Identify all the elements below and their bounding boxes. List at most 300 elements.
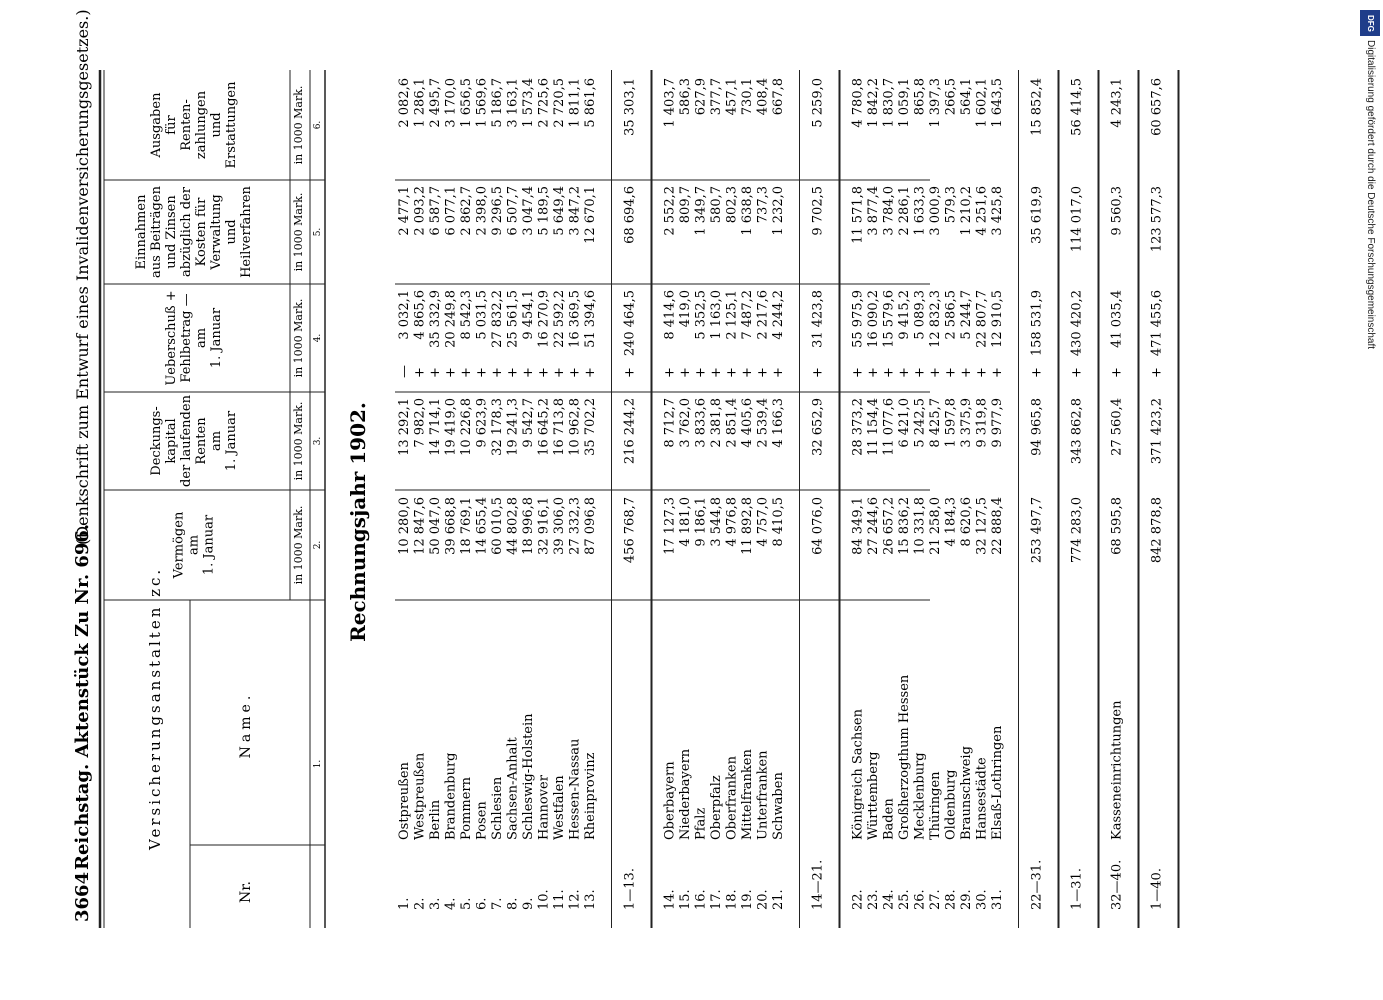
row-sign: + [567, 367, 583, 378]
row-vermoegen: 68 595,8 [1109, 497, 1125, 555]
column-header-line: Vermögen [171, 511, 187, 579]
unit-col4: in 1000 Mark. [292, 298, 305, 378]
table-row [990, 78, 1005, 910]
row-vermoegen: 774 283,0 [1069, 497, 1085, 564]
row-vermoegen: 4 181,0 [678, 497, 693, 547]
unit-col2: in 1000 Mark. [292, 505, 305, 585]
row-einnahmen: 579,3 [943, 186, 959, 224]
column-header-line: Erstattungen [224, 81, 239, 169]
row-einnahmen: 2 093,2 [412, 186, 428, 236]
row-ueberschuss: 1 163,0 [709, 290, 724, 340]
unit-col3: in 1000 Mark. [292, 401, 305, 481]
row-ausgaben: 2 495,7 [428, 78, 443, 128]
table-body [397, 70, 1179, 928]
table-row [851, 78, 866, 910]
row-einnahmen: 5 189,5 [536, 186, 552, 236]
row-name: Braunschweig [959, 746, 974, 840]
row-sign: + [536, 367, 552, 378]
row-einnahmen: 1 210,2 [959, 186, 974, 236]
row-einnahmen: 123 577,3 [1149, 186, 1165, 253]
column-numbers [313, 121, 323, 769]
row-sign: + [1149, 367, 1165, 378]
row-vermoegen: 10 331,8 [912, 497, 928, 555]
table-row [944, 78, 959, 910]
row-ausgaben: 1 569,6 [474, 78, 490, 128]
row-ueberschuss: 8 542,3 [459, 290, 474, 340]
row-ausgaben: 564,1 [959, 78, 974, 116]
column-number: 5. [313, 227, 323, 237]
row-deckung: 5 242,5 [912, 398, 928, 448]
table-row [866, 78, 881, 910]
total-row [1070, 78, 1085, 910]
row-nr: 15. [678, 889, 693, 910]
row-deckung: 28 373,2 [850, 398, 866, 456]
row-sign: + [693, 367, 709, 378]
total-row [811, 78, 826, 910]
row-ausgaben: 457,1 [724, 78, 740, 116]
row-deckung: 371 423,2 [1149, 398, 1165, 465]
row-einnahmen: 12 670,1 [583, 186, 598, 244]
row-sign: + [866, 367, 881, 378]
row-ausgaben: 1 397,3 [928, 78, 943, 128]
column-header-line: Verwaltung [209, 194, 224, 270]
table-row [413, 78, 428, 910]
row-nr: 5. [459, 897, 474, 910]
row-name: Baden [881, 798, 897, 840]
row-vermoegen: 87 096,8 [583, 497, 598, 555]
row-ueberschuss: 9 415,2 [897, 290, 912, 340]
row-ueberschuss: 158 531,9 [1029, 290, 1045, 357]
row-sign: + [583, 367, 598, 378]
row-deckung: 16 645,2 [536, 398, 552, 456]
row-vermoegen: 64 076,0 [810, 497, 826, 555]
row-ausgaben: 667,8 [771, 78, 786, 116]
row-deckung: 19 241,3 [505, 398, 521, 456]
row-nr: 13. [583, 889, 598, 910]
row-einnahmen: 9 702,5 [810, 186, 826, 236]
row-vermoegen: 842 878,8 [1149, 497, 1165, 564]
row-name: Thüringen [928, 771, 943, 840]
row-ausgaben: 4 780,8 [850, 78, 866, 128]
page-number: 3664 [72, 871, 93, 922]
table-row [725, 78, 740, 910]
row-deckung: 2 539,4 [755, 398, 771, 448]
row-deckung: 216 244,2 [622, 398, 638, 465]
row-name: Oldenburg [943, 769, 959, 840]
row-deckung: 13 292,1 [397, 398, 412, 456]
row-einnahmen: 6 587,7 [428, 186, 443, 236]
row-sign: + [1029, 367, 1045, 378]
table-row [897, 78, 912, 910]
row-vermoegen: 60 010,5 [490, 497, 505, 555]
row-ueberschuss: 16 090,2 [866, 290, 881, 348]
table-row [709, 78, 724, 910]
table-row [882, 78, 897, 910]
row-ausgaben: 2 725,6 [536, 78, 552, 128]
row-sign: + [490, 367, 505, 378]
row-deckung: 3 375,9 [959, 398, 974, 448]
row-einnahmen: 6 507,7 [505, 186, 521, 236]
row-nr: 27. [928, 889, 943, 910]
row-nr: 14—21. [810, 859, 826, 910]
row-einnahmen: 9 296,5 [490, 186, 505, 236]
row-vermoegen: 18 996,8 [521, 497, 536, 555]
row-ausgaben: 266,5 [943, 78, 959, 116]
row-vermoegen: 22 888,4 [990, 497, 1005, 555]
row-ueberschuss: 22 592,2 [552, 290, 567, 348]
row-ausgaben: 1 656,5 [459, 78, 474, 128]
row-deckung: 94 965,8 [1029, 398, 1045, 456]
row-einnahmen: 737,3 [755, 186, 771, 224]
row-ausgaben: 56 414,5 [1069, 78, 1085, 136]
row-vermoegen: 9 186,1 [693, 497, 709, 547]
column-header-line: Ausgaben [149, 92, 164, 158]
table-row [521, 78, 536, 910]
row-ueberschuss: 5 244,7 [959, 290, 974, 340]
row-sign: + [1069, 367, 1085, 378]
row-einnahmen: 3 425,8 [990, 186, 1005, 236]
row-ausgaben: 1 286,1 [412, 78, 428, 128]
row-ausgaben: 35 303,1 [622, 78, 638, 136]
page-title: Reichstag. Aktenstück Zu Nr. 696. [72, 523, 93, 870]
column-header-line: und [209, 112, 224, 138]
row-name: Kasseneinrichtungen [1109, 700, 1125, 840]
row-sign: + [412, 367, 428, 378]
row-ausgaben: 377,7 [709, 78, 724, 116]
table-row [490, 78, 505, 910]
page-subtitle: (Denkschrift zum Entwurf eines Invalidenversicherungsgesetzes.) [73, 9, 92, 545]
table-row [913, 78, 928, 910]
column-headers [134, 81, 254, 579]
row-ausgaben: 1 602,1 [974, 78, 990, 128]
row-vermoegen: 253 497,7 [1029, 497, 1045, 564]
row-nr: 12. [567, 889, 583, 910]
row-nr: 4. [443, 897, 459, 910]
row-einnahmen: 3 784,0 [881, 186, 897, 236]
row-ueberschuss: 2 125,1 [724, 290, 740, 340]
row-name: Westfalen [552, 775, 567, 840]
column-header-line: Ueberschuß + [164, 290, 179, 386]
row-deckung: 11 077,6 [881, 398, 897, 456]
row-nr: 23. [866, 889, 881, 910]
row-ausgaben: 730,1 [740, 78, 755, 116]
row-ueberschuss: 5 089,3 [912, 290, 928, 340]
total-row [623, 78, 638, 910]
column-number: 2. [313, 540, 323, 550]
row-deckung: 3 833,6 [693, 398, 709, 448]
table-row [694, 78, 709, 910]
row-nr: 20. [755, 889, 771, 910]
row-nr: 28. [943, 889, 959, 910]
row-vermoegen: 39 306,0 [552, 497, 567, 555]
row-vermoegen: 17 127,3 [662, 497, 678, 555]
row-name: Württemberg [866, 751, 881, 840]
row-nr: 30. [974, 889, 990, 910]
row-sign: + [474, 367, 490, 378]
row-ausgaben: 2 720,5 [552, 78, 567, 128]
row-ausgaben: 1 573,4 [521, 78, 536, 128]
row-einnahmen: 35 619,9 [1029, 186, 1045, 244]
row-name: Schleswig-Holstein [521, 713, 536, 840]
row-ausgaben: 1 403,7 [662, 78, 678, 128]
row-einnahmen: 68 694,6 [622, 186, 638, 244]
table-row [959, 78, 974, 910]
row-ausgaben: 5 259,0 [810, 78, 826, 128]
row-name: Westpreußen [412, 752, 428, 840]
dfg-logo: DFG [1360, 10, 1380, 36]
row-name: Hessen-Nassau [567, 738, 583, 840]
row-ueberschuss: 2 586,5 [943, 290, 959, 340]
row-ueberschuss: 8 414,6 [662, 290, 678, 340]
row-vermoegen: 26 657,2 [881, 497, 897, 555]
row-sign: + [771, 367, 786, 378]
row-einnahmen: 1 232,0 [771, 186, 786, 236]
column-header-line: 1. Januar [201, 514, 217, 576]
row-vermoegen: 10 280,0 [397, 497, 412, 555]
column-header-line: abzüglich der [179, 187, 194, 277]
row-ueberschuss: 419,0 [678, 290, 693, 328]
table-row [928, 78, 943, 910]
row-name: Oberbayern [662, 761, 678, 840]
row-vermoegen: 8 620,6 [959, 497, 974, 547]
row-deckung: 3 762,0 [678, 398, 693, 448]
row-ueberschuss: 471 455,6 [1149, 290, 1165, 357]
column-header-line: der laufenden [179, 395, 194, 487]
row-nr: 10. [536, 889, 552, 910]
column-number: 1. [313, 759, 323, 769]
row-name: Schlesien [490, 776, 505, 840]
row-ausgaben: 586,3 [678, 78, 693, 116]
table-row [678, 78, 693, 910]
row-ueberschuss: 4 244,2 [771, 290, 786, 340]
column-header-line: Einnahmen [134, 194, 149, 270]
row-ueberschuss: 15 579,6 [881, 290, 897, 348]
table-row [444, 78, 459, 910]
row-vermoegen: 3 544,8 [709, 497, 724, 547]
row-deckung: 27 560,4 [1109, 398, 1125, 456]
column-header-line: Renten [194, 417, 209, 465]
row-ausgaben: 627,9 [693, 78, 709, 116]
row-sign: — [397, 365, 412, 378]
row-name: Mecklenburg [912, 752, 928, 840]
row-nr: 32—40. [1109, 859, 1125, 910]
row-einnahmen: 580,7 [709, 186, 724, 224]
row-nr: 31. [990, 889, 1005, 910]
row-ueberschuss: 7 487,2 [740, 290, 755, 340]
table-row [975, 78, 990, 910]
row-ueberschuss: 12 832,3 [928, 290, 943, 348]
row-sign: + [912, 367, 928, 378]
row-einnahmen: 3 877,4 [866, 186, 881, 236]
row-nr: 3. [428, 897, 443, 910]
row-deckung: 35 702,2 [583, 398, 598, 456]
column-header-line: für [164, 115, 179, 135]
row-sign: + [428, 367, 443, 378]
column-header-line: und Zinsen [164, 195, 179, 269]
row-deckung: 8 712,7 [662, 398, 678, 448]
total-row [1150, 78, 1165, 910]
row-einnahmen: 2 286,1 [897, 186, 912, 236]
row-sign: + [810, 367, 826, 378]
row-einnahmen: 3 000,9 [928, 186, 943, 236]
column-header-line: am [194, 327, 209, 349]
row-ueberschuss: 20 249,8 [443, 290, 459, 348]
row-name: Rheinprovinz [583, 752, 598, 840]
row-name: Pommern [459, 777, 474, 840]
row-ueberschuss: 4 865,6 [412, 290, 428, 340]
row-name: Hannover [536, 775, 552, 840]
row-vermoegen: 84 349,1 [850, 497, 866, 555]
row-ueberschuss: 41 035,4 [1109, 290, 1125, 348]
column-header-line: am [186, 534, 202, 556]
table-row [397, 78, 412, 910]
row-nr: 22—31. [1029, 859, 1045, 910]
row-nr: 29. [959, 889, 974, 910]
row-nr: 2. [412, 897, 428, 910]
table-row [552, 78, 567, 910]
row-sign: + [1109, 367, 1125, 378]
row-nr: 1—13. [622, 868, 638, 910]
row-name: Schwaben [771, 772, 786, 840]
row-einnahmen: 4 251,6 [974, 186, 990, 236]
row-vermoegen: 4 757,0 [755, 497, 771, 547]
dfg-note-text: Digitalisierung gefördert durch die Deutsche Forschungsgemeinschaft [1365, 40, 1376, 350]
table-row [568, 78, 583, 910]
row-vermoegen: 12 847,6 [412, 497, 428, 555]
row-ueberschuss: 35 332,9 [428, 290, 443, 348]
row-sign: + [990, 367, 1005, 378]
row-nr: 7. [490, 897, 505, 910]
row-ueberschuss: 3 032,1 [397, 290, 412, 340]
row-name: Oberpfalz [709, 775, 724, 840]
row-ausgaben: 1 811,1 [567, 78, 583, 128]
row-deckung: 9 623,9 [474, 398, 490, 448]
row-nr: 14. [662, 889, 678, 910]
row-einnahmen: 114 017,0 [1069, 186, 1085, 253]
row-vermoegen: 50 047,0 [428, 497, 443, 555]
row-deckung: 4 405,6 [740, 398, 755, 448]
column-header-line: kapital [164, 418, 179, 464]
row-sign: + [662, 367, 678, 378]
row-sign: + [959, 367, 974, 378]
row-sign: + [459, 367, 474, 378]
row-deckung: 2 851,4 [724, 398, 740, 448]
unit-col5: in 1000 Mark. [292, 192, 305, 272]
row-vermoegen: 32 916,1 [536, 497, 552, 555]
row-einnahmen: 809,7 [678, 186, 693, 224]
row-ausgaben: 3 170,0 [443, 78, 459, 128]
column-number: 4. [313, 333, 323, 343]
table-row [506, 78, 521, 910]
row-einnahmen: 1 638,8 [740, 186, 755, 236]
row-ausgaben: 5 186,7 [490, 78, 505, 128]
row-einnahmen: 2 477,1 [397, 186, 412, 236]
table-row [771, 78, 786, 910]
row-ausgaben: 3 163,1 [505, 78, 521, 128]
row-sign: + [709, 367, 724, 378]
column-header-line: 1. Januar [209, 307, 224, 369]
row-ausgaben: 1 830,7 [881, 78, 897, 128]
row-vermoegen: 44 802,8 [505, 497, 521, 555]
row-deckung: 7 982,0 [412, 398, 428, 448]
row-nr: 1—40. [1149, 868, 1165, 910]
table-row [459, 78, 474, 910]
row-deckung: 14 714,1 [428, 398, 443, 456]
row-sign: + [740, 367, 755, 378]
row-ueberschuss: 22 807,7 [974, 290, 990, 348]
row-sign: + [943, 367, 959, 378]
total-row [1110, 78, 1125, 910]
row-name: Königreich Sachsen [850, 709, 866, 840]
row-deckung: 32 652,9 [810, 398, 826, 456]
row-ueberschuss: 25 561,5 [505, 290, 521, 348]
row-nr: 9. [521, 897, 536, 910]
row-nr: 26. [912, 889, 928, 910]
row-nr: 24. [881, 889, 897, 910]
row-nr: 25. [897, 889, 912, 910]
row-deckung: 9 319,8 [974, 398, 990, 448]
row-sign: + [897, 367, 912, 378]
unit-col6: in 1000 Mark. [292, 85, 305, 165]
row-einnahmen: 3 847,2 [567, 186, 583, 236]
row-nr: 8. [505, 897, 521, 910]
row-nr: 22. [850, 889, 866, 910]
row-einnahmen: 2 398,0 [474, 186, 490, 236]
row-name: Pfalz [693, 807, 709, 840]
column-header-line: Kosten für [194, 197, 209, 267]
row-vermoegen: 21 258,0 [928, 497, 943, 555]
column-header-line: aus Beiträgen [149, 186, 164, 278]
row-einnahmen: 3 047,4 [521, 186, 536, 236]
row-ausgaben: 60 657,6 [1149, 78, 1165, 136]
row-deckung: 19 419,0 [443, 398, 459, 456]
row-einnahmen: 802,3 [724, 186, 740, 224]
dfg-side-note [1360, 10, 1380, 990]
column-number: 6. [313, 120, 323, 130]
column-header-line: am [209, 430, 224, 452]
table-row [663, 78, 678, 910]
row-ausgaben: 15 852,4 [1029, 78, 1045, 136]
row-sign: + [521, 367, 536, 378]
header-group-label: Versicherungsanstalten zc. [146, 566, 164, 850]
row-name: Posen [474, 801, 490, 840]
row-vermoegen: 27 332,3 [567, 497, 583, 555]
row-ausgaben: 408,4 [755, 78, 771, 116]
row-deckung: 6 421,0 [897, 398, 912, 448]
row-ueberschuss: 27 832,2 [490, 290, 505, 348]
row-vermoegen: 8 410,5 [771, 497, 786, 547]
row-vermoegen: 456 768,7 [622, 497, 638, 564]
row-ueberschuss: 51 394,6 [583, 290, 598, 348]
row-ueberschuss: 5 031,5 [474, 290, 490, 340]
row-name: Hansestädte [974, 757, 990, 840]
row-sign: + [505, 367, 521, 378]
row-vermoegen: 4 184,3 [943, 497, 959, 547]
row-deckung: 343 862,8 [1069, 398, 1085, 465]
total-row [1030, 78, 1045, 910]
row-sign: + [928, 367, 943, 378]
row-vermoegen: 11 892,8 [740, 497, 755, 555]
column-number: 3. [313, 436, 323, 446]
row-deckung: 8 425,7 [928, 398, 943, 448]
row-deckung: 10 226,8 [459, 398, 474, 456]
row-nr: 6. [474, 897, 490, 910]
row-vermoegen: 14 655,4 [474, 497, 490, 555]
row-sign: + [443, 367, 459, 378]
row-deckung: 16 713,8 [552, 398, 567, 456]
row-nr: 21. [771, 889, 786, 910]
row-name: Niederbayern [678, 748, 693, 840]
